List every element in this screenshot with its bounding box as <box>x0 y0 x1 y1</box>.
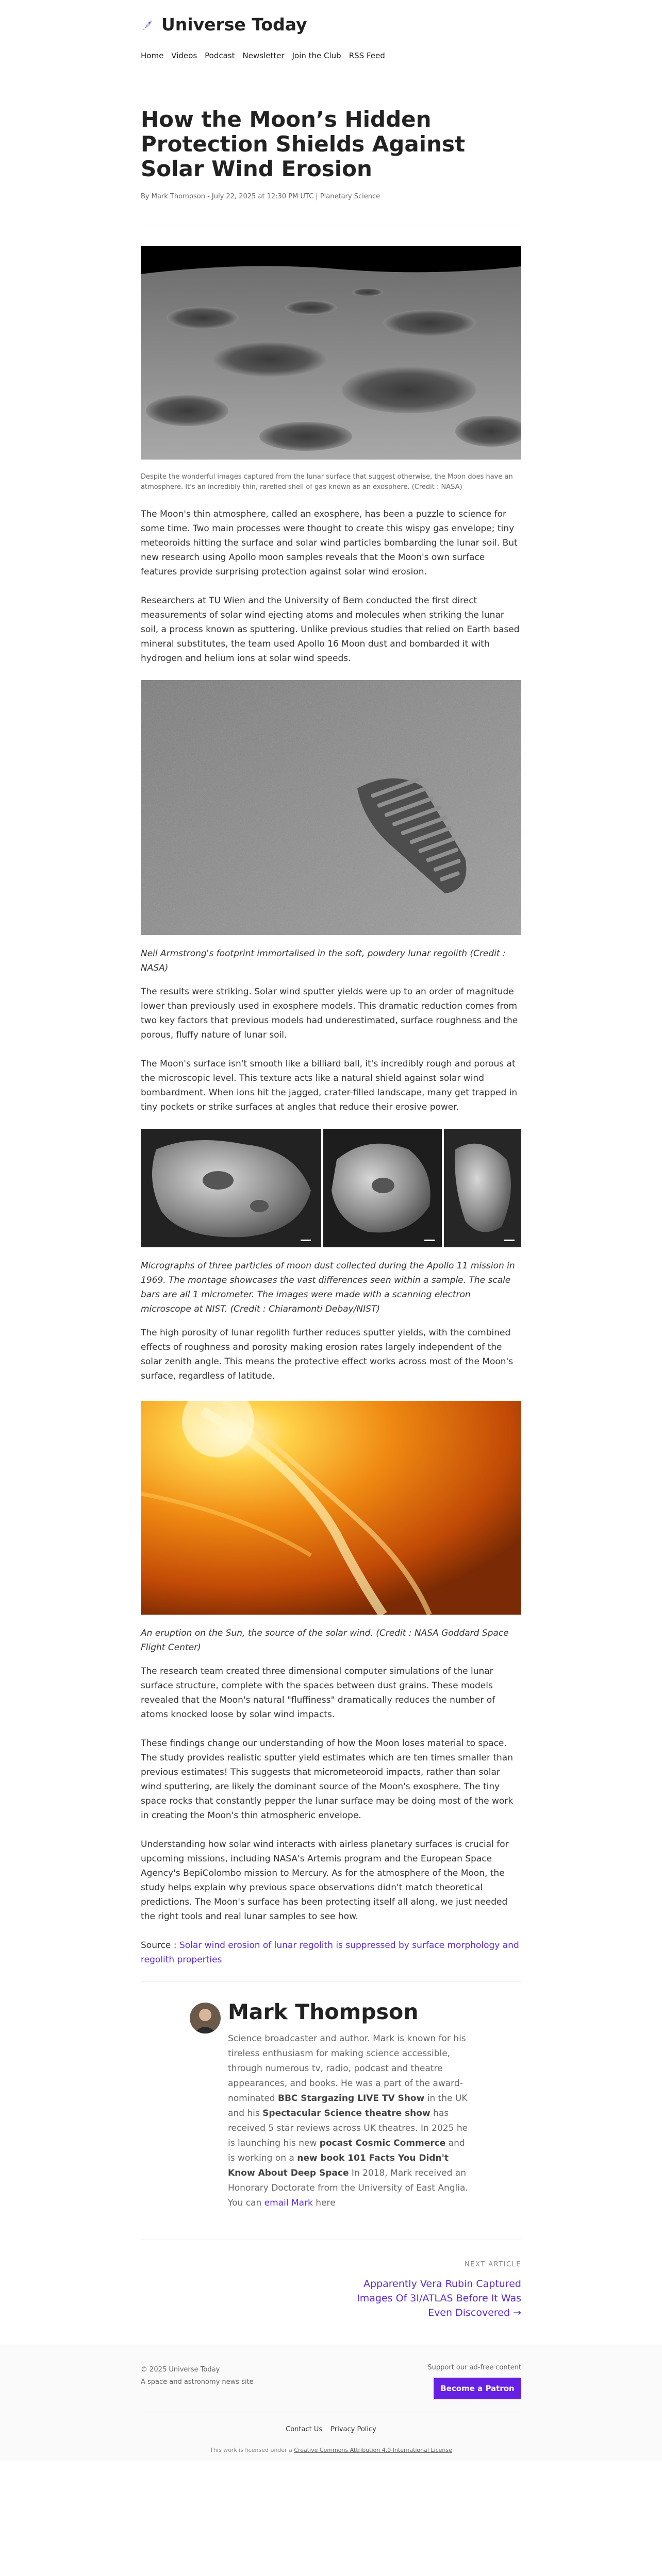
next-article-link[interactable]: Apparently Vera Rubin Captured Images Of 3I/ATLAS Before It Was Even Discovered → <box>357 2278 521 2318</box>
micrographs-image <box>141 1129 521 1247</box>
license-line <box>141 2447 521 2461</box>
become-patron-button[interactable]: Become a Patron <box>434 2378 521 2399</box>
paragraph-4: The Moon's surface isn't smooth like a billiard ball, it's incredibly rough and porous at the microscopic level. This texture acts like a natural shield against solar wind bombardment. When ions hit the jagged, crater-filled landscape, many get trapped in tiny pockets or strike surfaces at angles that reduce their erosive power. <box>141 1059 518 1112</box>
site-title[interactable]: Universe Today <box>161 14 307 35</box>
main-nav <box>141 51 521 60</box>
article-title: How the Moon’s Hidden Protection Shields Against Solar Wind Erosion <box>141 107 466 181</box>
contact-link[interactable]: Contact Us <box>286 2426 323 2433</box>
bio-bold: Spectacular Science theatre show <box>262 2108 431 2119</box>
paragraph-7: These findings change our understanding of how the Moon loses material to space. The study provides realistic sputter yield estimates which are ten times smaller than previous estimates! This suggests that micrometeoroid impacts, rather than solar wind sputtering, are likely the dominant source of the Moon's exosphere. The tiny space rocks that constantly pepper the lunar surface may be doing most of the work in creating the Moon's thin atmospheric envelope. <box>141 1738 514 1821</box>
caption-footprint: Neil Armstrong's footprint immortalised in the soft, powdery lunar regolith (Credit : NASA) <box>141 948 506 973</box>
article <box>141 77 521 1982</box>
source-line <box>141 1938 521 1982</box>
site-header <box>0 0 662 77</box>
bio-text: Science broadcaster and author. Mark is known for his tireless enthusiasm for making science accessible, through numerous tv, radio, podcast and theatre appearances, and books. He was a part of the award-nominated <box>228 2033 466 2104</box>
article-meta: By Mark Thompson - July 22, 2025 at 12:30 PM UTC | Planetary Science <box>141 193 521 227</box>
privacy-link[interactable]: Privacy Policy <box>330 2426 376 2433</box>
author-box <box>190 1999 472 2211</box>
site-footer <box>0 2345 662 2461</box>
figure-footprint <box>141 680 521 975</box>
caption-moon-surface: Despite the wonderful images captured from the lunar surface that suggest otherwise, the Moon does have an atmosphere. It's an incredibly thin, rarefied shell of gas known as an exosphere. (Credit : NASA) <box>141 473 513 491</box>
bio-text: You can <box>228 2198 264 2208</box>
bio-text: In 2018, Mark received an Honorary Doctorate from the University of East Anglia. <box>228 2168 468 2193</box>
bio-text: in the UK and his <box>228 2093 468 2119</box>
nav-podcast[interactable]: Podcast <box>205 51 235 60</box>
author-bio <box>228 2031 472 2211</box>
bio-text: here <box>312 2198 336 2208</box>
footer-tagline: A space and astronomy news site <box>141 2378 254 2386</box>
paragraph-5: The high porosity of lunar regolith further reduces sputter yields, with the combined effects of roughness and porosity making erosion rates largely independent of the solar zenith angle. This means the protective effect works across most of the Moon's surface, regardless of latitude. <box>141 1328 514 1381</box>
license-link[interactable]: Creative Commons Attribution 4.0 International License <box>294 2447 452 2453</box>
license-text: This work is licensed under a <box>210 2447 294 2453</box>
caption-solar-eruption: An eruption on the Sun, the source of the solar wind. (Credit : NASA Goddard Space Flight Center) <box>141 1628 509 1653</box>
paragraph-6: The research team created three dimensional computer simulations of the lunar surface structure, complete with the spaces between dust grains. These models revealed that the Moon's natural "fluffiness" dramatically reduces the number of atoms knocked loose by solar wind impacts. <box>141 1666 495 1720</box>
nav-rss[interactable]: RSS Feed <box>349 51 385 60</box>
footer-links <box>141 2413 521 2433</box>
caption-micrographs: Micrographs of three particles of moon dust collected during the Apollo 11 mission in 1969. The montage showcases the vast differences seen within a sample. The scale bars are all 1 micrometer. The images were made with a scanning electron microscope at NIST. (Credit : Chiaramonti Debay/NIST) <box>141 1261 515 1314</box>
solar-eruption-image <box>141 1401 521 1615</box>
nav-videos[interactable]: Videos <box>171 51 197 60</box>
email-author-link[interactable]: email Mark <box>264 2198 313 2208</box>
paragraph-3: The results were striking. Solar wind sputter yields were up to an order of magnitude lower than previously used in exosphere models. This dramatic reduction comes from two key factors that previous models had underestimated, surface roughness and the porous, fluffy nature of lunar soil. <box>141 987 518 1040</box>
bio-text: and is working on a <box>228 2138 465 2163</box>
avatar-photo <box>190 2003 221 2033</box>
figure-micrographs <box>141 1129 521 1316</box>
paragraph-8: Understanding how solar wind interacts with airless planetary surfaces is crucial for upcoming missions, including NASA's Artemis program and the European Space Agency's BepiColombo mission to Mercury. As for the atmosphere of the Moon, the study helps explain why previous space observations didn't match theoretical predictions. The Moon's surface has been protecting itself all along, we just needed the right tools and real lunar samples to see how. <box>141 1839 509 1922</box>
support-text: Support our ad-free content <box>427 2364 521 2371</box>
nav-home[interactable]: Home <box>141 51 164 60</box>
next-article <box>141 2240 521 2345</box>
source-link[interactable]: Solar wind erosion of lunar regolith is suppressed by surface morphology and regolith properties <box>141 1940 519 1965</box>
footprint-image <box>141 680 521 935</box>
nav-join-club[interactable]: Join the Club <box>292 51 341 60</box>
rocket-icon <box>141 18 154 31</box>
bio-bold: new book 101 Facts You Didn't Know About Deep Space <box>228 2153 449 2178</box>
source-label: Source : <box>141 1940 179 1951</box>
paragraph-2: Researchers at TU Wien and the University of Bern conducted the first direct measurements of solar wind ejecting atoms and molecules when striking the lunar soil, a process known as sputtering. Unlike previous studies that relied on Earth based mineral substitutes, the team used Apollo 16 Moon dust and bombarded it with hydrogen and helium ions at solar wind speeds. <box>141 596 520 664</box>
brand[interactable] <box>141 0 521 35</box>
figure-solar-eruption <box>141 1401 521 1655</box>
bio-bold: pocast Cosmic Commerce <box>319 2138 446 2148</box>
author-name: Mark Thompson <box>228 1999 419 2024</box>
avatar <box>190 2003 221 2033</box>
next-article-label: NEXT ARTICLE <box>465 2261 521 2268</box>
nav-newsletter[interactable]: Newsletter <box>242 51 285 60</box>
moon-surface-image <box>141 246 521 460</box>
bio-bold: BBC Stargazing LIVE TV Show <box>277 2093 425 2104</box>
figure-moon-surface <box>141 246 521 493</box>
copyright: © 2025 Universe Today <box>141 2366 220 2374</box>
bio-text: has received 5 star reviews across UK theatres. In 2025 he is launching his new <box>228 2108 468 2148</box>
paragraph-1: The Moon's thin atmosphere, called an exosphere, has been a puzzle to science for some time. Two main processes were thought to create this wispy gas envelope; tiny meteoroids hitting the surface and solar wind particles bombarding the lunar soil. But new research using Apollo moon samples reveals that the Moon's own surface features provide surprising protection against solar wind erosion. <box>141 509 518 577</box>
